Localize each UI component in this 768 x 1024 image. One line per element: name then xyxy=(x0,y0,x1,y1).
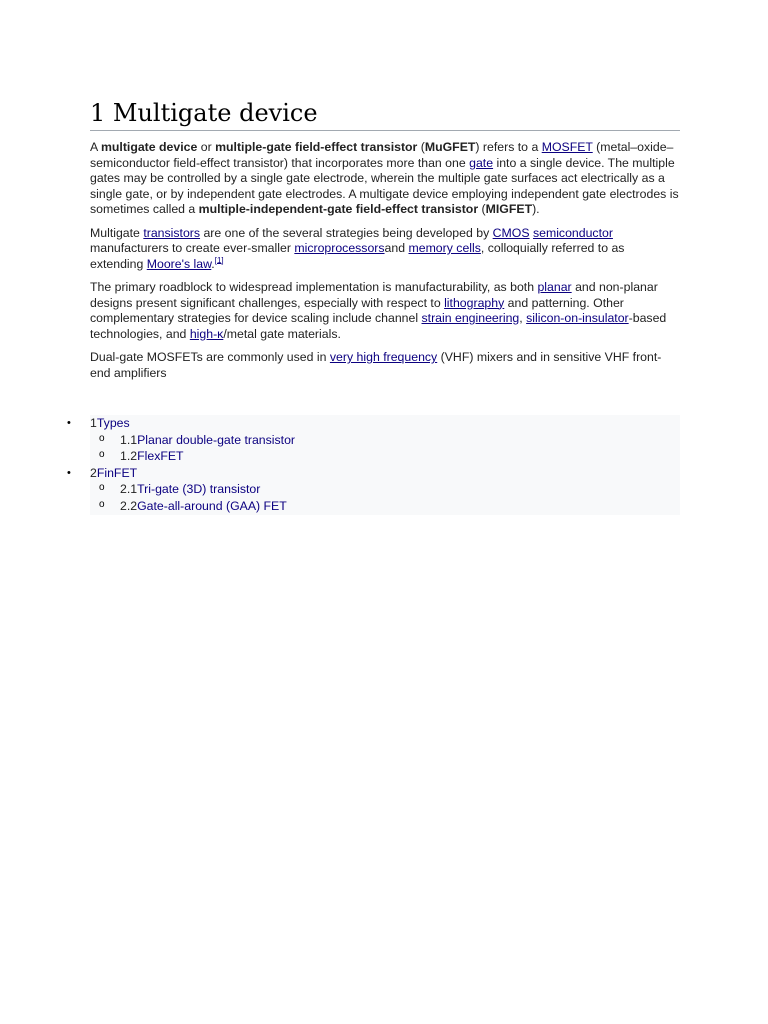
link-microprocessors[interactable]: microprocessors xyxy=(294,241,385,255)
table-of-contents xyxy=(67,415,680,515)
toc-number: 1.2 xyxy=(120,449,138,464)
text: manufacturers to create ever-smaller xyxy=(90,241,295,255)
text: A xyxy=(90,140,101,154)
toc-text[interactable]: Tri-gate (3D) transistor xyxy=(137,482,261,497)
text: , xyxy=(519,311,527,325)
toc-number: 2.1 xyxy=(120,482,138,497)
text: and xyxy=(384,241,409,255)
text: ). xyxy=(532,202,540,216)
roadblock-paragraph xyxy=(90,280,680,342)
page-title: 1 Multigate device xyxy=(90,98,680,131)
text: (metal–oxide–semiconductor field-effect transistor) that incorporates more than one xyxy=(90,140,674,170)
term-mugfet: MuGFET xyxy=(424,140,476,154)
circle-bullet-icon: o xyxy=(99,498,105,510)
term-migfet: MIGFET xyxy=(485,202,533,216)
text: Dual-gate MOSFETs are commonly used in xyxy=(90,350,330,364)
strategies-paragraph xyxy=(90,226,680,273)
toc-item-tri-gate[interactable] xyxy=(90,481,680,498)
link-strain-engineering[interactable]: strain engineering xyxy=(421,311,520,325)
link-semiconductor[interactable]: semiconductor xyxy=(532,225,613,240)
text: . xyxy=(211,256,215,271)
circle-bullet-icon: o xyxy=(99,432,105,444)
term-mugfet-full: multiple-gate field-effect transistor xyxy=(215,140,418,154)
text: ) refers to a xyxy=(475,140,542,154)
link-gate[interactable]: gate xyxy=(469,155,494,170)
circle-bullet-icon: o xyxy=(99,449,105,461)
link-moores-law[interactable]: Moore's law xyxy=(146,256,212,271)
term-multigate-device: multigate device xyxy=(100,140,198,154)
text: and non-planar designs present significant challenges, especially with respect to xyxy=(90,280,658,310)
text: -based technologies, and xyxy=(90,311,667,341)
link-planar[interactable]: planar xyxy=(537,280,572,294)
toc-item-gate-all-around[interactable] xyxy=(90,498,680,515)
link-silicon-on-insulator[interactable]: silicon-on-insulator xyxy=(526,311,629,325)
toc-text[interactable]: FinFET xyxy=(96,465,138,480)
link-transistors[interactable]: transistors xyxy=(143,225,201,240)
link-high-k[interactable]: high-κ xyxy=(189,326,224,341)
toc-number: 2 xyxy=(90,465,97,480)
bullet-icon: • xyxy=(67,417,71,429)
toc-text[interactable]: FlexFET xyxy=(137,449,184,464)
toc-item-planar-double-gate[interactable] xyxy=(90,432,680,449)
toc-text[interactable]: Gate-all-around (GAA) FET xyxy=(137,498,287,513)
text: ( xyxy=(478,202,486,216)
text: or xyxy=(197,140,216,154)
text: /metal gate materials. xyxy=(223,326,341,341)
text: The primary roadblock to widespread implementation is manufacturability, as both xyxy=(90,280,538,294)
toc-item-finfet[interactable] xyxy=(67,465,680,482)
text: ( xyxy=(417,140,425,154)
toc-text[interactable]: Planar double-gate transistor xyxy=(137,432,296,447)
text: are one of the several strategies being developed by xyxy=(200,225,493,240)
link-very-high-frequency[interactable]: very high frequency xyxy=(329,350,438,364)
text: and patterning. Other complementary strategies for device scaling include channel xyxy=(90,295,624,325)
circle-bullet-icon: o xyxy=(99,482,105,494)
toc-number: 2.2 xyxy=(120,498,138,513)
link-lithography[interactable]: lithography xyxy=(444,295,505,310)
toc-item-types[interactable] xyxy=(67,415,680,432)
intro-paragraph xyxy=(90,140,680,218)
dual-gate-paragraph xyxy=(90,350,680,381)
term-migfet-full: multiple-independent-gate field-effect transistor xyxy=(198,202,479,216)
toc-item-flexfet[interactable] xyxy=(90,448,680,465)
text: Multigate xyxy=(90,225,144,240)
reference-1[interactable]: [1] xyxy=(214,255,224,265)
link-memory-cells[interactable]: memory cells xyxy=(408,241,481,255)
toc-number: 1 xyxy=(90,416,97,430)
text: into a single device. The multiple gates may be controlled by a single gate electrode, wherein the multiple gate surfaces act electrically as a single gate, or by independent gate electrodes. A multigate device employing independent gate electrodes is sometimes called a xyxy=(90,155,679,216)
link-mosfet[interactable]: MOSFET xyxy=(541,140,593,154)
article xyxy=(90,98,680,381)
toc-number: 1.1 xyxy=(120,432,138,447)
text: (VHF) mixers and in sensitive VHF front-end amplifiers xyxy=(90,350,662,380)
toc-text[interactable]: Types xyxy=(96,416,130,430)
link-cmos[interactable]: CMOS xyxy=(492,225,530,240)
text: , colloquially referred to as extending xyxy=(90,241,625,271)
bullet-icon: • xyxy=(67,466,71,479)
